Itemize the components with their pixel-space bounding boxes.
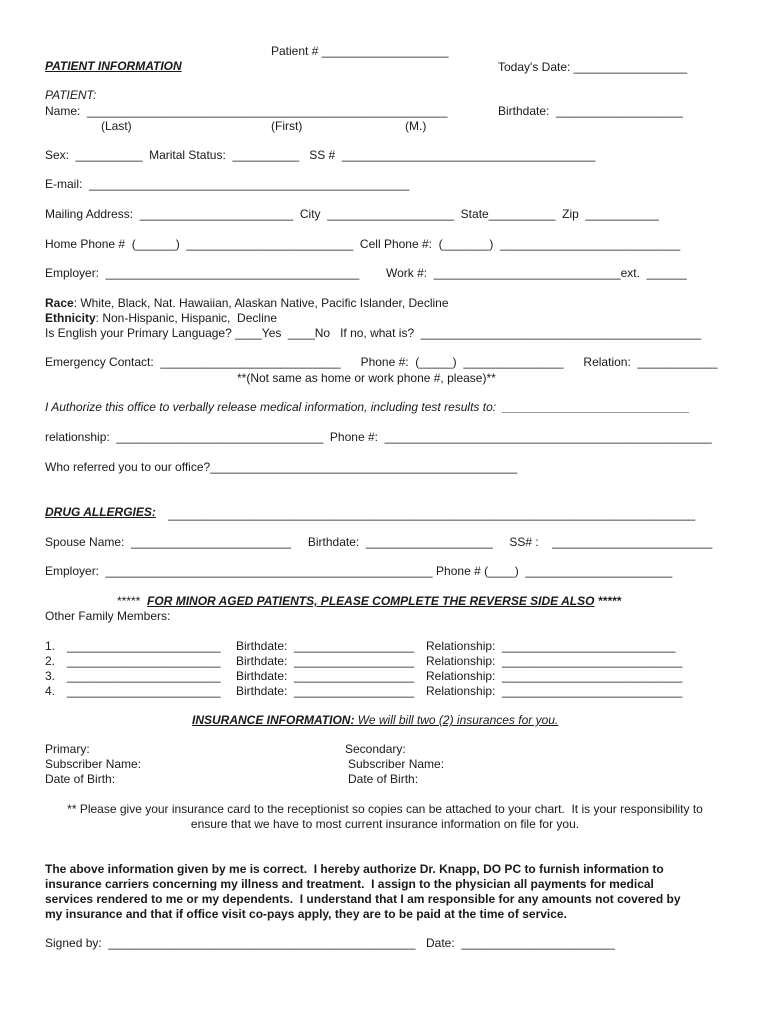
family-row-relationship-field[interactable]: Relationship: ___________________________ [426, 684, 683, 698]
birthdate-field[interactable]: Birthdate: ___________________ [498, 104, 683, 118]
family-row-birthdate-field[interactable]: Birthdate: __________________ [236, 669, 415, 683]
name-sublabel-mi: (M.) [405, 119, 427, 133]
family-row-name-field[interactable]: _______________________ [67, 639, 221, 653]
insurance-card-note-line2: ensure that we have to most current insurance information on file for you. [190, 817, 580, 831]
family-row-relationship-field[interactable]: Relationship: ___________________________ [426, 654, 683, 668]
insurance-subtitle: We will bill two (2) insurances for you. [354, 713, 559, 727]
consent-line2: insurance carriers concerning my illness and treatment. I assign to the physician all payments for medical [45, 877, 654, 891]
spouse-employer-row[interactable]: Employer: _________________________________________________ Phone # (____) ______________________ [45, 564, 673, 578]
release-authorization-row[interactable]: I Authorize this office to verbally release medical information, including test results to: ____________________________ [45, 400, 690, 414]
race-label: Race [45, 296, 74, 310]
employer-work-row[interactable]: Employer: ______________________________________ Work #: ____________________________ext. ______ [45, 266, 687, 280]
family-row-num: 4. [45, 684, 56, 698]
family-row-birthdate-field[interactable]: Birthdate: __________________ [236, 654, 415, 668]
phone-row[interactable]: Home Phone # (______) _________________________ Cell Phone #: (_______) ___________________________ [45, 237, 681, 251]
signed-by-field[interactable]: Signed by: ______________________________________________ [45, 936, 416, 950]
sex-marital-ss-row[interactable]: Sex: __________ Marital Status: __________ SS # ______________________________________ [45, 148, 596, 162]
minor-notice-suffix: ***** [594, 594, 622, 608]
race-row [45, 296, 449, 310]
primary-language-row[interactable]: Is English your Primary Language? ____Yes ____No If no, what is? __________________________________________ [45, 326, 702, 340]
email-field[interactable]: E-mail: ________________________________________________ [45, 177, 410, 191]
primary-subscriber-name[interactable]: Subscriber Name: [45, 757, 142, 771]
signature-date-field[interactable]: Date: _______________________ [426, 936, 615, 950]
minor-notice [117, 594, 621, 608]
secondary-insurance-label: Secondary: [345, 742, 406, 756]
secondary-date-of-birth[interactable]: Date of Birth: [348, 772, 419, 786]
family-row-num: 2. [45, 654, 56, 668]
family-row-num: 3. [45, 669, 56, 683]
drug-allergies-label: DRUG ALLERGIES: [45, 505, 156, 519]
consent-line1: The above information given by me is correct. I hereby authorize Dr. Knapp, DO PC to furnish information to [45, 862, 664, 876]
relationship-phone-row[interactable]: relationship: _______________________________ Phone #: _________________________________________________ [45, 430, 712, 444]
primary-date-of-birth[interactable]: Date of Birth: [45, 772, 116, 786]
family-row-relationship-field[interactable]: Relationship: __________________________ [426, 639, 676, 653]
family-row-name-field[interactable]: _______________________ [67, 669, 221, 683]
section-title-patient-information: PATIENT INFORMATION [45, 59, 182, 73]
primary-insurance-label: Primary: [45, 742, 90, 756]
family-row-num: 1. [45, 639, 56, 653]
minor-notice-text: FOR MINOR AGED PATIENTS, PLEASE COMPLETE THE REVERSE SIDE ALSO [147, 594, 595, 608]
ethnicity-options: : Non-Hispanic, Hispanic, Decline [95, 311, 278, 325]
ethnicity-label: Ethnicity [45, 311, 96, 325]
name-sublabel-last: (Last) [101, 119, 132, 133]
referral-row[interactable]: Who referred you to our office?______________________________________________ [45, 460, 518, 474]
emergency-contact-row[interactable]: Emergency Contact: ___________________________ Phone #: (_____) _______________ Relation: ____________ [45, 355, 718, 369]
family-row-name-field[interactable]: _______________________ [67, 684, 221, 698]
family-row-name-field[interactable]: _______________________ [67, 654, 221, 668]
drug-allergies-field[interactable]: _______________________________________________________________________________ [168, 507, 696, 521]
consent-line4: my insurance and that if office visit co-pays apply, they are to be paid at the time of service. [45, 907, 567, 921]
other-family-members-label: Other Family Members: [45, 609, 171, 623]
insurance-card-note-line1: ** Please give your insurance card to the receptionist so copies can be attached to your chart. It is your responsibility to [67, 802, 703, 816]
ethnicity-row [45, 311, 277, 325]
patient-number-field[interactable]: Patient # ___________________ [271, 44, 449, 58]
insurance-heading [192, 713, 558, 727]
race-options: : White, Black, Nat. Hawaiian, Alaskan Native, Pacific Islander, Decline [73, 296, 449, 310]
family-row-relationship-field[interactable]: Relationship: ___________________________ [426, 669, 683, 683]
todays-date-field[interactable]: Today's Date: _________________ [498, 60, 688, 74]
secondary-subscriber-name[interactable]: Subscriber Name: [348, 757, 445, 771]
spouse-row[interactable]: Spouse Name: ________________________ Birthdate: ___________________ SS# : ________________________ [45, 535, 713, 549]
emergency-note: **(Not same as home or work phone #, please)** [237, 371, 496, 385]
patient-label: PATIENT: [45, 88, 97, 102]
consent-line3: services rendered to me or my dependents. I understand that I am responsible for any amounts not covered by [45, 892, 681, 906]
minor-notice-prefix: ***** [117, 594, 148, 608]
family-row-birthdate-field[interactable]: Birthdate: __________________ [236, 684, 415, 698]
insurance-title: INSURANCE INFORMATION: [192, 713, 355, 727]
name-field[interactable]: Name: ______________________________________________________ [45, 104, 448, 118]
family-row-birthdate-field[interactable]: Birthdate: __________________ [236, 639, 415, 653]
mailing-address-row[interactable]: Mailing Address: _______________________ City ___________________ State__________ Zip ___________ [45, 207, 659, 221]
name-sublabel-first: (First) [271, 119, 303, 133]
